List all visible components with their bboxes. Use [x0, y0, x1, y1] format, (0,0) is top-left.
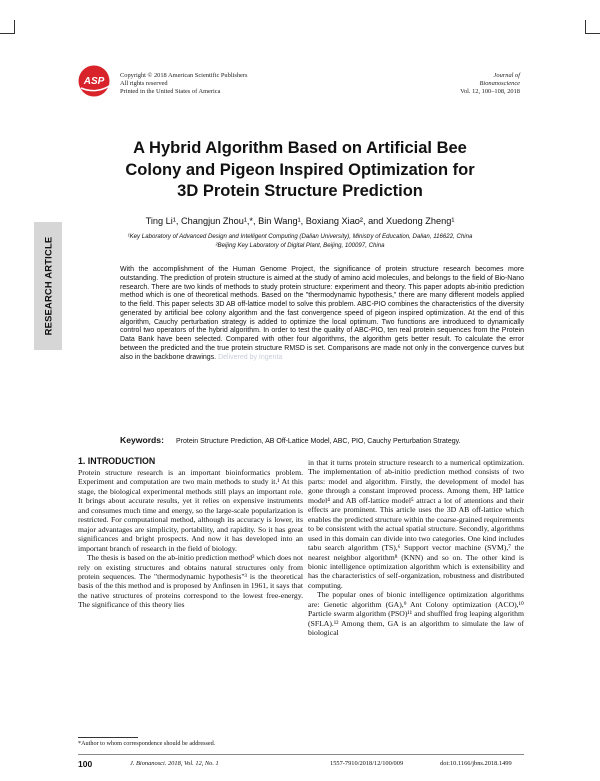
- paragraph: The thesis is based on the ab-initio prediction method² which does not rely on existing structures and obtains natural structures only from protein sequences. The "thermodynamic hypothesis"³ is the theoretical basis of the this method and is proposed by Anfinsen in 1961, it says that the native structures of proteins correspond to the lowest free-energy. The significance of this theory lies: [78, 553, 303, 610]
- right-column: [308, 458, 524, 638]
- journal-name: Bionanoscience: [479, 80, 520, 87]
- affiliations: [60, 233, 540, 250]
- paragraph: The popular ones of bionic intelligence optimization algorithms are: Genetic algorithm (GA),⁹ Ant Colony optimization (ACO),¹⁰ Particle swarm algorithm (PSO)¹¹ and shuffled frog leaping algorithm (SFLA).¹² Among them, GA is an algorithm to simulate the law of biological: [308, 590, 524, 638]
- keywords: Protein Structure Prediction, AB Off-Lattice Model, ABC, PIO, Cauchy Perturbation Strategy.: [176, 438, 461, 445]
- crop-mark: [0, 33, 14, 34]
- crop-mark: [585, 20, 586, 34]
- article-title: [60, 138, 540, 203]
- section-heading: 1. INTRODUCTION: [78, 456, 156, 466]
- article-category-tab: [34, 222, 62, 350]
- left-column: [78, 468, 303, 610]
- journal-volume: Vol. 12, 100–108, 2018: [460, 88, 520, 95]
- watermark: Delivered by Ingenta: [218, 353, 283, 361]
- footnote: *Author to whom correspondence should be addressed.: [78, 740, 216, 747]
- keywords-label: Keywords:: [120, 435, 164, 445]
- copyright-line: Printed in the United States of America: [120, 88, 221, 95]
- copyright-line: Copyright © 2018 American Scientific Publishers: [120, 72, 248, 79]
- article-category-label: RESEARCH ARTICLE: [42, 236, 54, 336]
- issn: 1557-7910/2018/12/100/009: [330, 760, 404, 767]
- title-line: A Hybrid Algorithm Based on Artificial Bee: [133, 139, 467, 157]
- paragraph: Protein structure research is an important bioinformatics problem. Experiment and computation are two main methods to study it.¹ At this stage, the biological experimental methods still plays an important role. It brings about accurate results, yet it relies on expensive instruments and consumes much time and energy, so the large-scale popularization is restricted. For computational method, although its accuracy is lower, its major advantages are simplicity, portability, and rapidity. So it has great significances and bright prospects. And now it has developed into an important branch of research in the field of biology.: [78, 468, 303, 553]
- copyright-block: [120, 72, 248, 96]
- footnote-rule: [78, 737, 138, 738]
- title-line: Colony and Pigeon Inspired Optimization for: [125, 160, 475, 179]
- journal-reference: J. Bionanosci. 2018, Vol. 12, No. 1: [130, 760, 219, 767]
- title-line: 3D Protein Structure Prediction: [177, 182, 423, 200]
- journal-info: [460, 72, 520, 96]
- page-number: 100: [78, 759, 93, 769]
- journal-line: Journal of: [493, 72, 520, 79]
- paragraph: in that it turns protein structure research to a numerical optimization. The implementation of ab-initio prediction method consists of two parts: model and algorithm. Firstly, the development of model has gone through a constant improved process. Among them, HP lattice model⁴ and AB off-lattice model⁵ attract a lot of attentions and their effects are prominent. This article uses the 3D AB off-lattice which enables the predicted structure within the coarse-grained requirements to be consistent with the actual spatial structure. Secondly, algorithms used in this domain can divide into two categories. One kind includes tabu search algorithm (TS),⁶ Support vector machine (SVM),⁷ the nearest neighbor algorithm⁸ (KNN) and so on. The other kind is bionic intelligence optimization algorithm which is extensibility and has the characteristics of self-organization, robustness and distributed computing.: [308, 458, 524, 590]
- crop-mark: [14, 20, 15, 34]
- abstract: [120, 266, 524, 362]
- affiliation: ²Beijing Key Laboratory of Digital Plant, Beijing, 100097, China: [215, 241, 385, 249]
- copyright-line: All rights reserved: [120, 80, 168, 87]
- crop-mark: [586, 33, 600, 34]
- footer-rule: [78, 754, 524, 755]
- affiliation: ¹Key Laboratory of Advanced Design and Intelligent Computing (Dalian University), Ministry of Education, Dalian, 116622, China: [127, 233, 473, 240]
- abstract-text: With the accomplishment of the Human Genome Project, the significance of protein structure research becomes more outstanding. The prediction of protein structure is aimed at the study of amino acid molecules, and belongs to the field of Bio-Nano research. There are two kinds of methods to study protein structure: experiment and theory. This paper adopts ab-initio prediction method which is one of theoretical methods. Based on the "thermodynamic hypothesis," there are many different models applied to the field. This paper selects 3D AB off-lattice model to solve this problem. ABC-PIO combines the characteristics of the diversity generated by artificial bee colony algorithm and the fast convergence speed of pigeon inspired optimization. At the end of this algorithm, Cauchy perturbation strategy is added to optimize the local optimum. Two functions are introduced to dynamically control two operators of the hybrid algorithm. In order to test the quality of ABC-PIO, ten real protein sequences from the Protein Data Bank have been selected. Compared with other four algorithms, the algorithm gets better result. To calculate the error between the predicted and the true protein structure RMSD is set. Comparisons are made not only in the convergence curves but also in the backbone drawings.: [120, 266, 524, 361]
- asp-logo: [76, 64, 116, 98]
- asp-logo-text: ASP: [83, 76, 105, 87]
- doi: doi:10.1166/jbns.2018.1499: [440, 760, 512, 767]
- author-list: Ting Li¹, Changjun Zhou¹,*, Bin Wang¹, Boxiang Xiao², and Xuedong Zheng¹: [145, 216, 455, 226]
